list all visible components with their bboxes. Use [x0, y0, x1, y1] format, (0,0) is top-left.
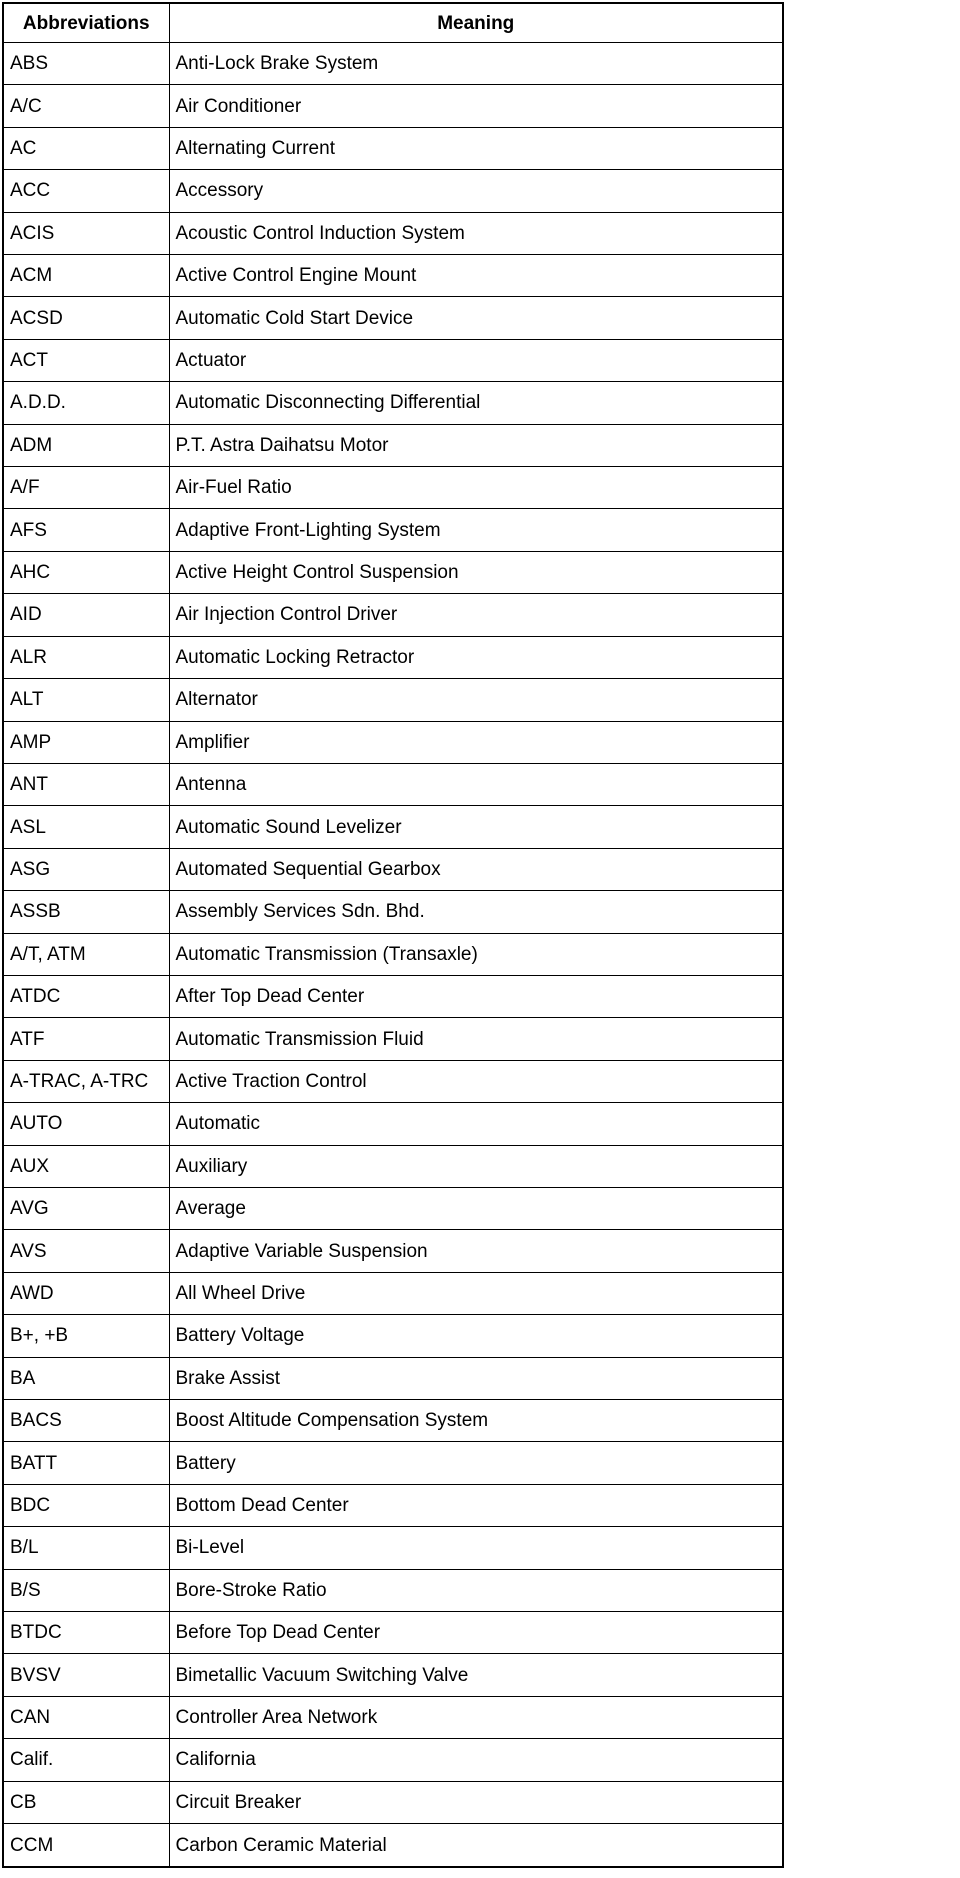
abbreviation-cell: ACM [3, 255, 169, 297]
table-row [3, 339, 783, 381]
meaning-cell: After Top Dead Center [169, 975, 783, 1017]
abbreviation-cell: AC [3, 127, 169, 169]
table-row [3, 679, 783, 721]
meaning-cell: Accessory [169, 170, 783, 212]
meaning-cell: Battery Voltage [169, 1315, 783, 1357]
meaning-cell: All Wheel Drive [169, 1272, 783, 1314]
table-row [3, 1357, 783, 1399]
abbreviation-cell: AVS [3, 1230, 169, 1272]
table-row [3, 1781, 783, 1823]
table-row [3, 382, 783, 424]
abbreviation-cell: CCM [3, 1824, 169, 1867]
abbreviation-cell: AFS [3, 509, 169, 551]
meaning-cell: Boost Altitude Compensation System [169, 1400, 783, 1442]
table-row [3, 127, 783, 169]
abbreviation-cell: Calif. [3, 1739, 169, 1781]
table-row [3, 806, 783, 848]
abbreviation-cell: BTDC [3, 1612, 169, 1654]
table-row [3, 1315, 783, 1357]
abbreviation-cell: BA [3, 1357, 169, 1399]
table-row [3, 1654, 783, 1696]
meaning-cell: Automated Sequential Gearbox [169, 848, 783, 890]
meaning-cell: Assembly Services Sdn. Bhd. [169, 891, 783, 933]
abbreviation-cell: B/S [3, 1569, 169, 1611]
abbreviation-cell: ANT [3, 763, 169, 805]
meaning-cell: Automatic Sound Levelizer [169, 806, 783, 848]
abbreviation-cell: AUX [3, 1145, 169, 1187]
table-row [3, 509, 783, 551]
meaning-cell: Automatic Locking Retractor [169, 636, 783, 678]
table-row [3, 1018, 783, 1060]
table-body [3, 43, 783, 1868]
abbreviation-cell: B/L [3, 1527, 169, 1569]
abbreviation-cell: ASG [3, 848, 169, 890]
table-row [3, 85, 783, 127]
meaning-cell: Adaptive Front-Lighting System [169, 509, 783, 551]
abbreviation-cell: BACS [3, 1400, 169, 1442]
meaning-cell: Active Control Engine Mount [169, 255, 783, 297]
abbreviation-cell: AID [3, 594, 169, 636]
abbreviation-cell: A/C [3, 85, 169, 127]
meaning-cell: Controller Area Network [169, 1696, 783, 1738]
meaning-cell: Circuit Breaker [169, 1781, 783, 1823]
table-row [3, 255, 783, 297]
meaning-cell: Active Height Control Suspension [169, 551, 783, 593]
abbreviation-cell: ACSD [3, 297, 169, 339]
table-row [3, 891, 783, 933]
meaning-cell: Air Conditioner [169, 85, 783, 127]
table-row [3, 467, 783, 509]
table-row [3, 1527, 783, 1569]
abbreviation-cell: B+, +B [3, 1315, 169, 1357]
table-row [3, 763, 783, 805]
abbreviation-cell: AVG [3, 1187, 169, 1229]
meaning-cell: Bi-Level [169, 1527, 783, 1569]
meaning-cell: Bimetallic Vacuum Switching Valve [169, 1654, 783, 1696]
meaning-cell: Adaptive Variable Suspension [169, 1230, 783, 1272]
meaning-cell: California [169, 1739, 783, 1781]
table-row [3, 1400, 783, 1442]
abbreviation-cell: A/T, ATM [3, 933, 169, 975]
abbreviation-cell: A-TRAC, A-TRC [3, 1060, 169, 1102]
meaning-cell: Automatic [169, 1103, 783, 1145]
abbreviation-cell: A.D.D. [3, 382, 169, 424]
abbreviation-cell: ADM [3, 424, 169, 466]
abbreviation-cell: ATF [3, 1018, 169, 1060]
table-row [3, 212, 783, 254]
meaning-cell: Air-Fuel Ratio [169, 467, 783, 509]
abbreviation-cell: ACIS [3, 212, 169, 254]
table-row [3, 1230, 783, 1272]
meaning-cell: Automatic Disconnecting Differential [169, 382, 783, 424]
abbreviation-cell: ASSB [3, 891, 169, 933]
table-row [3, 1442, 783, 1484]
meaning-cell: Anti-Lock Brake System [169, 43, 783, 85]
table-row [3, 1187, 783, 1229]
abbreviation-cell: CB [3, 1781, 169, 1823]
meaning-cell: P.T. Astra Daihatsu Motor [169, 424, 783, 466]
meaning-cell: Brake Assist [169, 1357, 783, 1399]
table-row [3, 1612, 783, 1654]
abbreviation-cell: ALR [3, 636, 169, 678]
meaning-cell: Antenna [169, 763, 783, 805]
meaning-cell: Amplifier [169, 721, 783, 763]
abbreviation-cell: ABS [3, 43, 169, 85]
meaning-cell: Active Traction Control [169, 1060, 783, 1102]
abbreviation-cell: ACC [3, 170, 169, 212]
meaning-cell: Alternator [169, 679, 783, 721]
abbreviation-cell: BDC [3, 1484, 169, 1526]
table-row [3, 1739, 783, 1781]
table-row [3, 424, 783, 466]
table-row [3, 1060, 783, 1102]
abbreviation-cell: AMP [3, 721, 169, 763]
meaning-cell: Actuator [169, 339, 783, 381]
table-row [3, 933, 783, 975]
abbreviation-cell: A/F [3, 467, 169, 509]
header-row [3, 3, 783, 43]
table-row [3, 594, 783, 636]
meaning-cell: Carbon Ceramic Material [169, 1824, 783, 1867]
meaning-cell: Average [169, 1187, 783, 1229]
abbreviation-cell: AWD [3, 1272, 169, 1314]
abbreviations-table [2, 2, 784, 1868]
table-row [3, 1484, 783, 1526]
meaning-cell: Automatic Transmission (Transaxle) [169, 933, 783, 975]
table-row [3, 1569, 783, 1611]
abbreviation-cell: AUTO [3, 1103, 169, 1145]
meaning-cell: Bore-Stroke Ratio [169, 1569, 783, 1611]
meaning-cell: Automatic Transmission Fluid [169, 1018, 783, 1060]
table-row [3, 551, 783, 593]
abbreviation-cell: BATT [3, 1442, 169, 1484]
abbreviation-cell: ALT [3, 679, 169, 721]
meaning-cell: Before Top Dead Center [169, 1612, 783, 1654]
abbreviation-cell: AHC [3, 551, 169, 593]
table-row [3, 975, 783, 1017]
table-row [3, 636, 783, 678]
table-row [3, 1272, 783, 1314]
meaning-cell: Battery [169, 1442, 783, 1484]
table-row [3, 1103, 783, 1145]
meaning-cell: Bottom Dead Center [169, 1484, 783, 1526]
table-row [3, 43, 783, 85]
meaning-cell: Acoustic Control Induction System [169, 212, 783, 254]
abbreviation-cell: ASL [3, 806, 169, 848]
abbreviation-cell: CAN [3, 1696, 169, 1738]
header-abbreviations: Abbreviations [3, 3, 169, 43]
abbreviation-cell: ATDC [3, 975, 169, 1017]
table-row [3, 848, 783, 890]
table-row [3, 1696, 783, 1738]
meaning-cell: Alternating Current [169, 127, 783, 169]
table-row [3, 170, 783, 212]
header-meaning: Meaning [169, 3, 783, 43]
meaning-cell: Automatic Cold Start Device [169, 297, 783, 339]
table-row [3, 1145, 783, 1187]
abbreviation-cell: ACT [3, 339, 169, 381]
meaning-cell: Auxiliary [169, 1145, 783, 1187]
table-row [3, 721, 783, 763]
abbreviation-cell: BVSV [3, 1654, 169, 1696]
table-row [3, 297, 783, 339]
table-row [3, 1824, 783, 1867]
table-header [3, 3, 783, 43]
meaning-cell: Air Injection Control Driver [169, 594, 783, 636]
